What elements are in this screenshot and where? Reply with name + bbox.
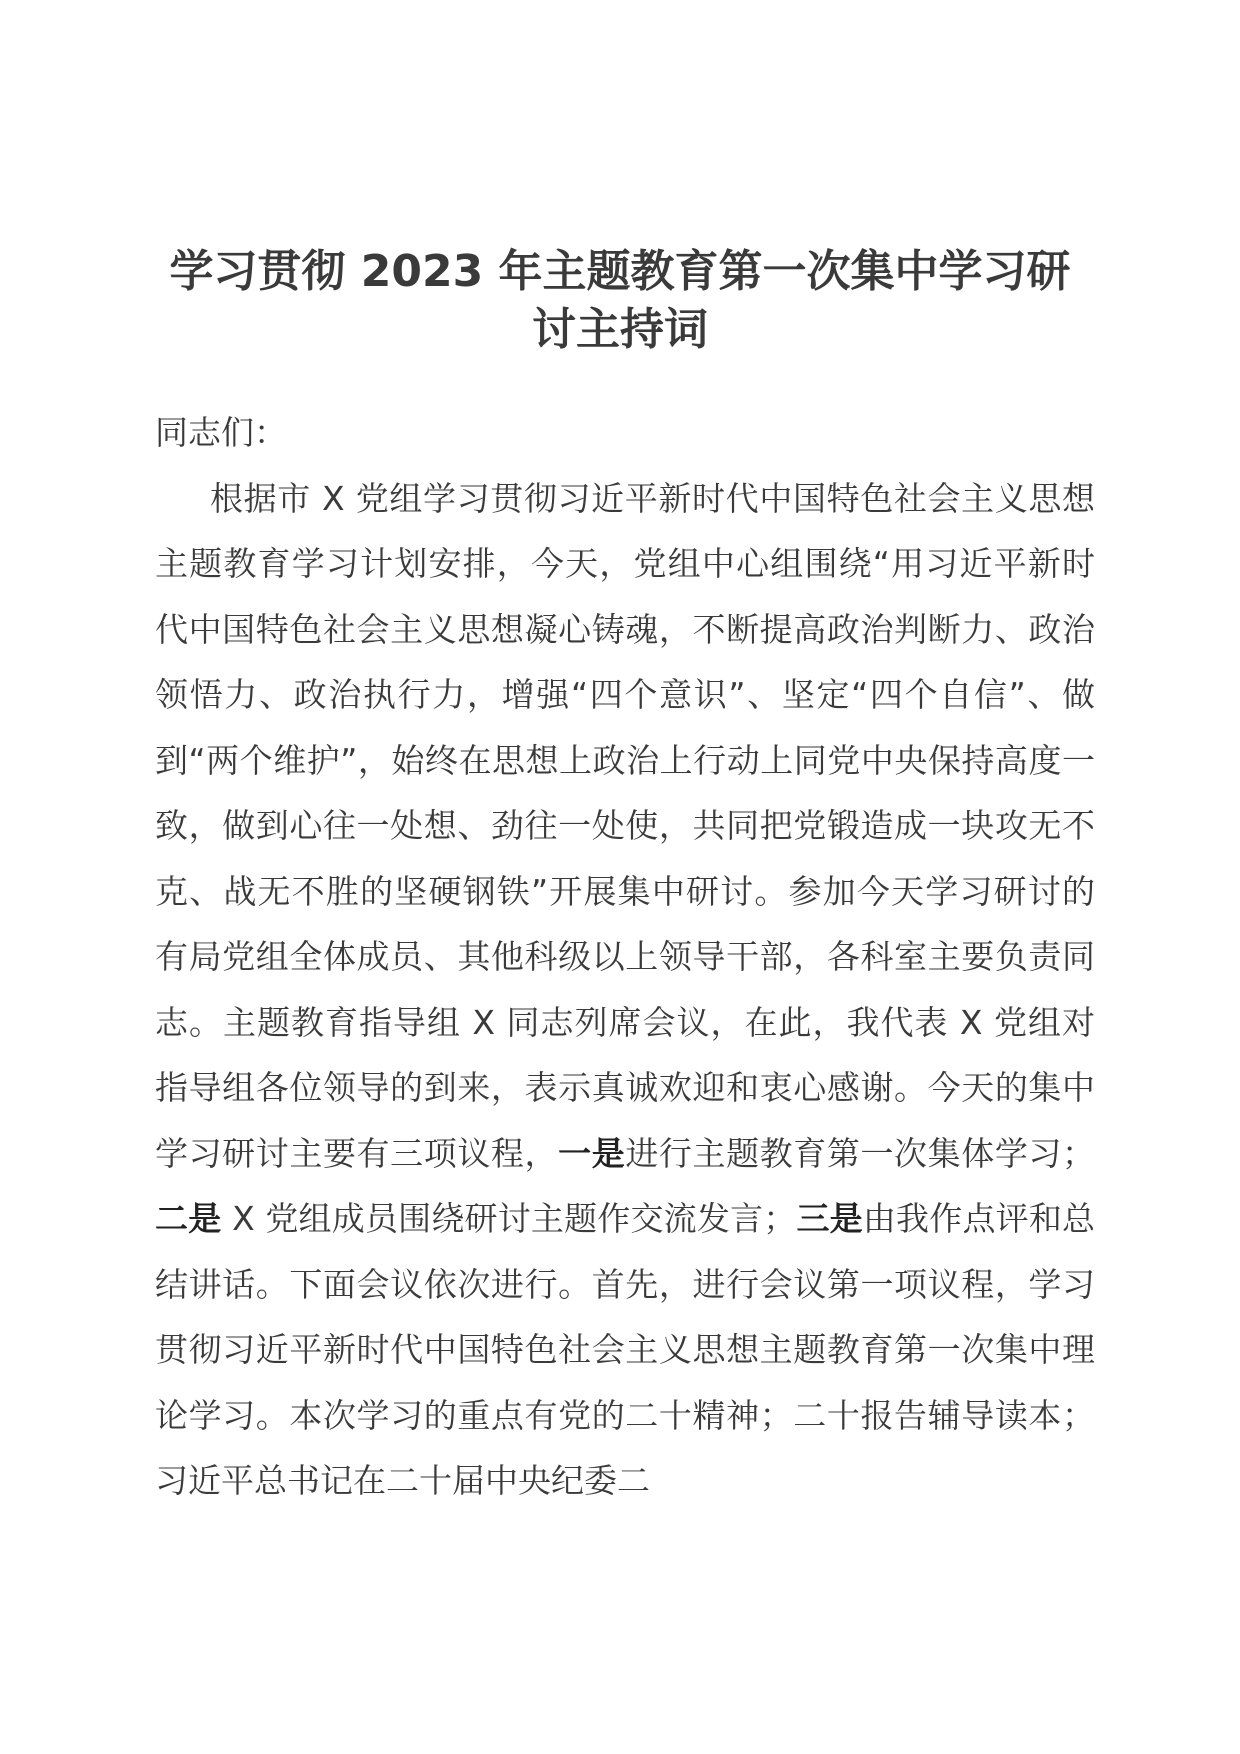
paragraph-text-1: 根据市 X 党组学习贯彻习近平新时代中国特色社会主义思想主题教育学习计划安排，今天，党组中心组围绕“用习近平新时代中国特色社会主义思想凝心铸魂，不断提高政治判断力、政治领悟力、政治执行力，增强“四个意识”、坚定“四个自信”、做到“两个维护”，始终在思想上政治上行动上同党中央保持高度一致，做到心往一处想、劲往一处使，共同把党锻造成一块攻无不克、战无不胜的坚硬钢铁”开展集中研讨。参加今天学习研讨的有局党组全体成员、其他科级以上领导干部，各科室主要负责同志。主题教育指导组 X 同志列席会议，在此，我代表 X 党组对指导组各位领导的到来，表示真诚欢迎和衷心感谢。今天的集中学习研讨主要有三项议程， bbox=[155, 478, 1095, 1173]
agenda-item-1-marker: 一是 bbox=[558, 1133, 626, 1173]
paragraph-text-2: 进行主题教育第一次集体学习； bbox=[625, 1133, 1096, 1173]
paragraph-text-3: X 党组成员围绕研讨主题作交流发言； bbox=[221, 1199, 797, 1238]
body-paragraph bbox=[155, 466, 1095, 1514]
agenda-item-2-marker: 二是 bbox=[155, 1199, 222, 1238]
agenda-item-3-marker: 三是 bbox=[796, 1199, 863, 1238]
salutation: 同志们： bbox=[155, 413, 287, 452]
paragraph-text-4: 由我作点评和总结讲话。下面会议依次进行。首先，进行会议第一项议程，学习贯彻习近平新时代中国特色社会主义思想主题教育第一次集中理论学习。本次学习的重点有党的二十精神；二十报告辅导读本；习近平总书记在二十届中央纪委二 bbox=[155, 1199, 1096, 1500]
document-body bbox=[155, 400, 1095, 1514]
document-title: 学习贯彻 2023 年主题教育第一次集中学习研讨主持词 bbox=[169, 246, 1071, 355]
